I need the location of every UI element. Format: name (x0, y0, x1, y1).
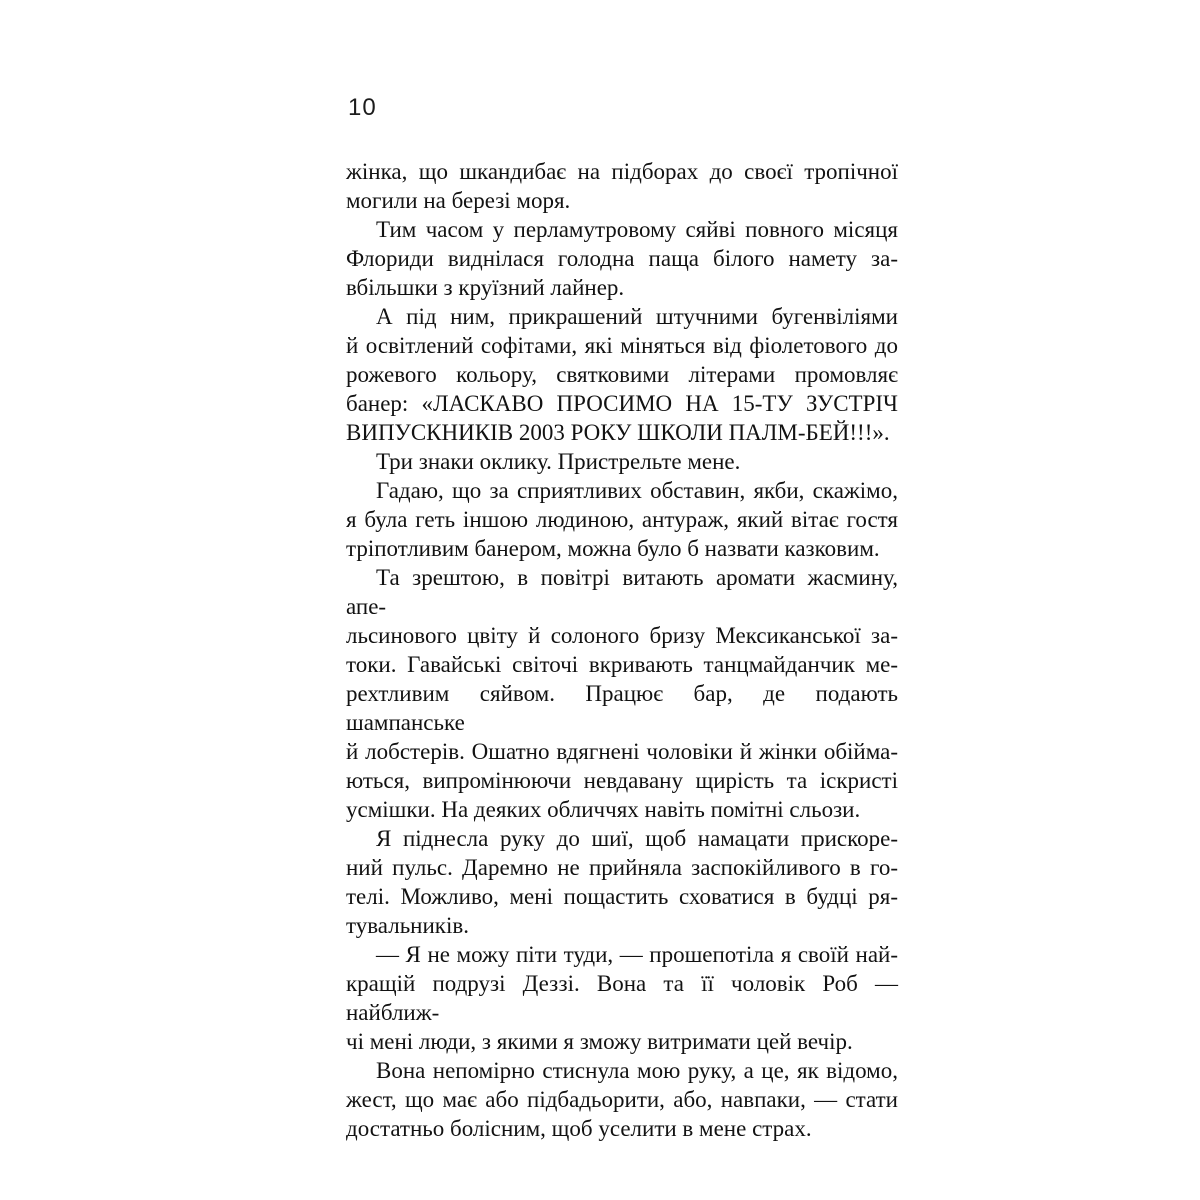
paragraph (346, 1056, 898, 1143)
text-line: Та зрештою, в повітрі витають аромати жасмину, апе- (346, 565, 898, 619)
text-line: кращій подрузі Деззі. Вона та її чоловік Роб — найближ- (346, 971, 898, 1025)
paragraph (346, 476, 898, 563)
text-line: рожевого кольору, святковими літерами промовляє (346, 362, 898, 387)
text-line: Гадаю, що за сприятливих обставин, якби, скажімо, (376, 478, 898, 503)
paragraph (346, 215, 898, 302)
text-block (346, 157, 898, 1143)
text-line: телі. Можливо, мені пощастить сховатися в будці ря- (346, 884, 898, 909)
paragraph (346, 563, 898, 824)
text-line: банер: «ЛАСКАВО ПРОСИМО НА 15-ТУ ЗУСТРІЧ (346, 391, 898, 416)
text-line: вбільшки з круїзний лайнер. (346, 275, 625, 300)
text-line: усмішки. На деяких обличчях навіть помітні сльози. (346, 797, 861, 822)
text-line: токи. Гавайські світочі вкривають танцмайданчик ме- (346, 652, 898, 677)
text-line: й освітлений софітами, які міняться від фіолетового до (346, 333, 898, 358)
paragraph (346, 447, 898, 476)
text-line: я була геть іншою людиною, антураж, який вітає гостя (346, 507, 898, 532)
text-line: рехтливим сяйвом. Працює бар, де подають шампанське (346, 681, 898, 735)
text-line: жінка, що шкандибає на підборах до своєї тропічної (346, 159, 898, 184)
text-line: — Я не можу піти туди, — прошепотіла я своїй най- (376, 942, 898, 967)
text-line: ВИПУСКНИКІВ 2003 РОКУ ШКОЛИ ПАЛМ-БЕЙ!!!». (346, 420, 890, 445)
text-line: тріпотливим банером, можна було б назвати казковим. (346, 536, 880, 561)
text-line: Тим часом у перламутровому сяйві повного місяця (376, 217, 898, 242)
text-line: чі мені люди, з якими я зможу витримати цей вечір. (346, 1029, 853, 1054)
text-line: тувальників. (346, 913, 469, 938)
text-line: достатньо болісним, щоб уселити в мене страх. (346, 1116, 812, 1141)
text-line: Три знаки оклику. Пристрельте мене. (376, 449, 741, 474)
text-line: ний пульс. Даремно не прийняла заспокійливого в го- (346, 855, 898, 880)
text-line: жест, що має або підбадьорити, або, навпаки, — стати (346, 1087, 898, 1112)
text-line: Вона непомірно стиснула мою руку, а це, як відомо, (376, 1058, 898, 1083)
text-line: Флориди виднілася голодна паща білого намету за- (346, 246, 898, 271)
paragraph (346, 302, 898, 447)
text-line: льсинового цвіту й солоного бризу Мексиканської за- (346, 623, 898, 648)
paragraph (346, 824, 898, 940)
text-line: й лобстерів. Ошатно вдягнені чоловіки й жінки обійма- (346, 739, 898, 764)
page-number: 10 (348, 94, 377, 121)
text-line: Я піднесла руку до шиї, щоб намацати прискоре- (376, 826, 898, 851)
paragraph (346, 940, 898, 1056)
text-line: А під ним, прикрашений штучними бугенвіліями (376, 304, 898, 329)
text-line: ються, випромінюючи невдавану щирість та іскристі (346, 768, 898, 793)
paragraph (346, 157, 898, 215)
text-line: могили на березі моря. (346, 188, 571, 213)
